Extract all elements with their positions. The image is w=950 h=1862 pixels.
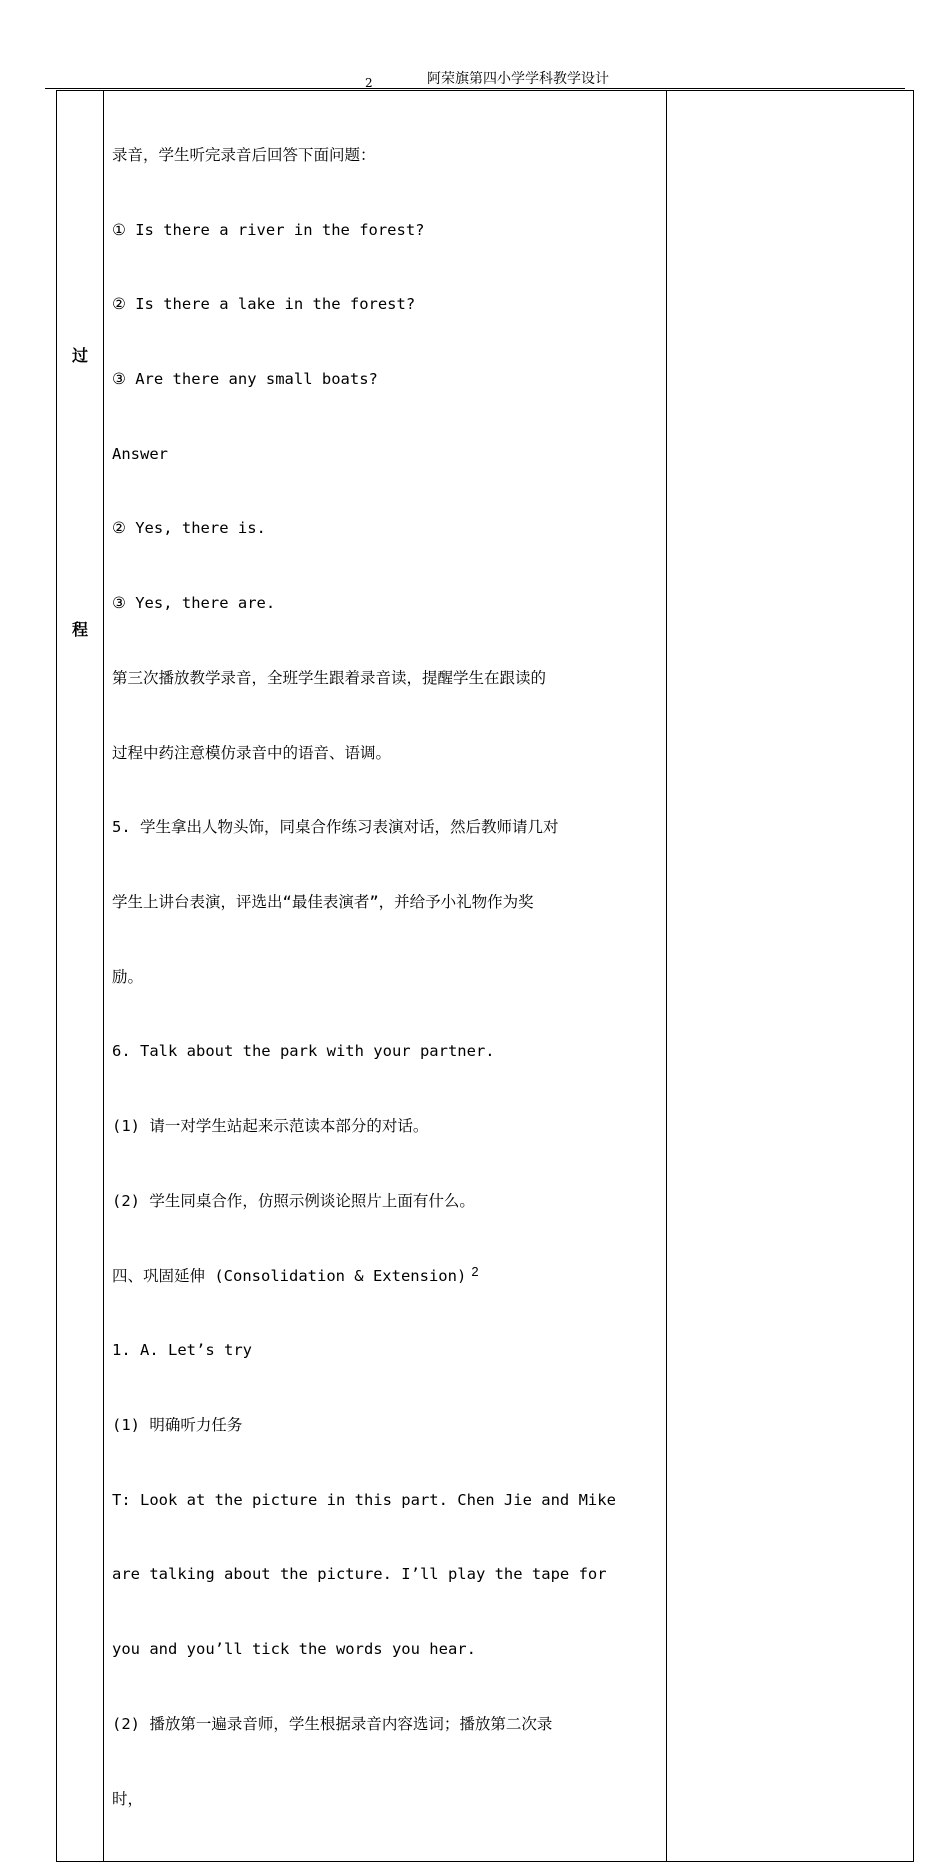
content-line: 四、巩固延伸 (Consolidation & Extension) <box>112 1266 467 1285</box>
content-line: 过程中药注意模仿录音中的语音、语调。 <box>112 743 392 762</box>
content-line: ① Is there a river in the forest? <box>112 220 425 239</box>
content-line: 学生上讲台表演，评选出“最佳表演者”，并给予小礼物作为奖 <box>112 893 534 911</box>
content-line: 5. 学生拿出人物头饰，同桌合作练习表演对话，然后教师请几对 <box>112 818 559 837</box>
header-title: 阿荣旗第四小学学科教学设计 <box>427 71 609 87</box>
content-line: (1) 明确听力任务 <box>112 1416 243 1435</box>
content-line: ② Is there a lake in the forest? <box>112 295 416 314</box>
page-header <box>45 66 905 89</box>
label-char-cheng: 程 <box>71 620 88 639</box>
header-page-marker: 2 <box>365 76 373 90</box>
content-line: 第三次播放教学录音，全班学生跟着录音读，提醒学生在跟读的 <box>112 668 547 687</box>
content-line: (1) 请一对学生站起来示范读本部分的对话。 <box>112 1117 429 1136</box>
page-number: 2 <box>471 1264 479 1279</box>
content-line: 励。 <box>112 967 144 986</box>
content-line: Answer <box>112 444 168 463</box>
label-char-guo: 过 <box>71 346 88 365</box>
notes-cell <box>667 91 914 1862</box>
content-line: 6. Talk about the park with your partner. <box>112 1042 495 1061</box>
content-line: 1. A. Let’s try <box>112 1341 252 1360</box>
content-line: ③ Yes, there are. <box>112 594 276 613</box>
content-line: T: Look at the picture in this part. Chen Jie and Mike <box>112 1490 616 1509</box>
content-line: (2) 学生同桌合作，仿照示例谈论照片上面有什么。 <box>112 1191 475 1210</box>
process-label-cell <box>57 91 104 1862</box>
lesson-table <box>56 90 914 1862</box>
content-line: are talking about the picture. I’ll play the tape for <box>112 1565 607 1584</box>
content-line: ② Yes, there is. <box>112 519 266 538</box>
content-line: you and you’ll tick the words you hear. <box>112 1640 476 1659</box>
content-cell <box>104 91 667 1862</box>
content-text <box>104 91 666 1861</box>
content-line: ③ Are there any small boats? <box>112 369 378 388</box>
content-line: (2) 播放第一遍录音师，学生根据录音内容选词；播放第二次录 <box>112 1714 553 1733</box>
content-line: 时， <box>112 1789 144 1808</box>
table-row <box>57 91 914 1862</box>
content-line: 录音，学生听完录音后回答下面问题： <box>112 145 376 164</box>
